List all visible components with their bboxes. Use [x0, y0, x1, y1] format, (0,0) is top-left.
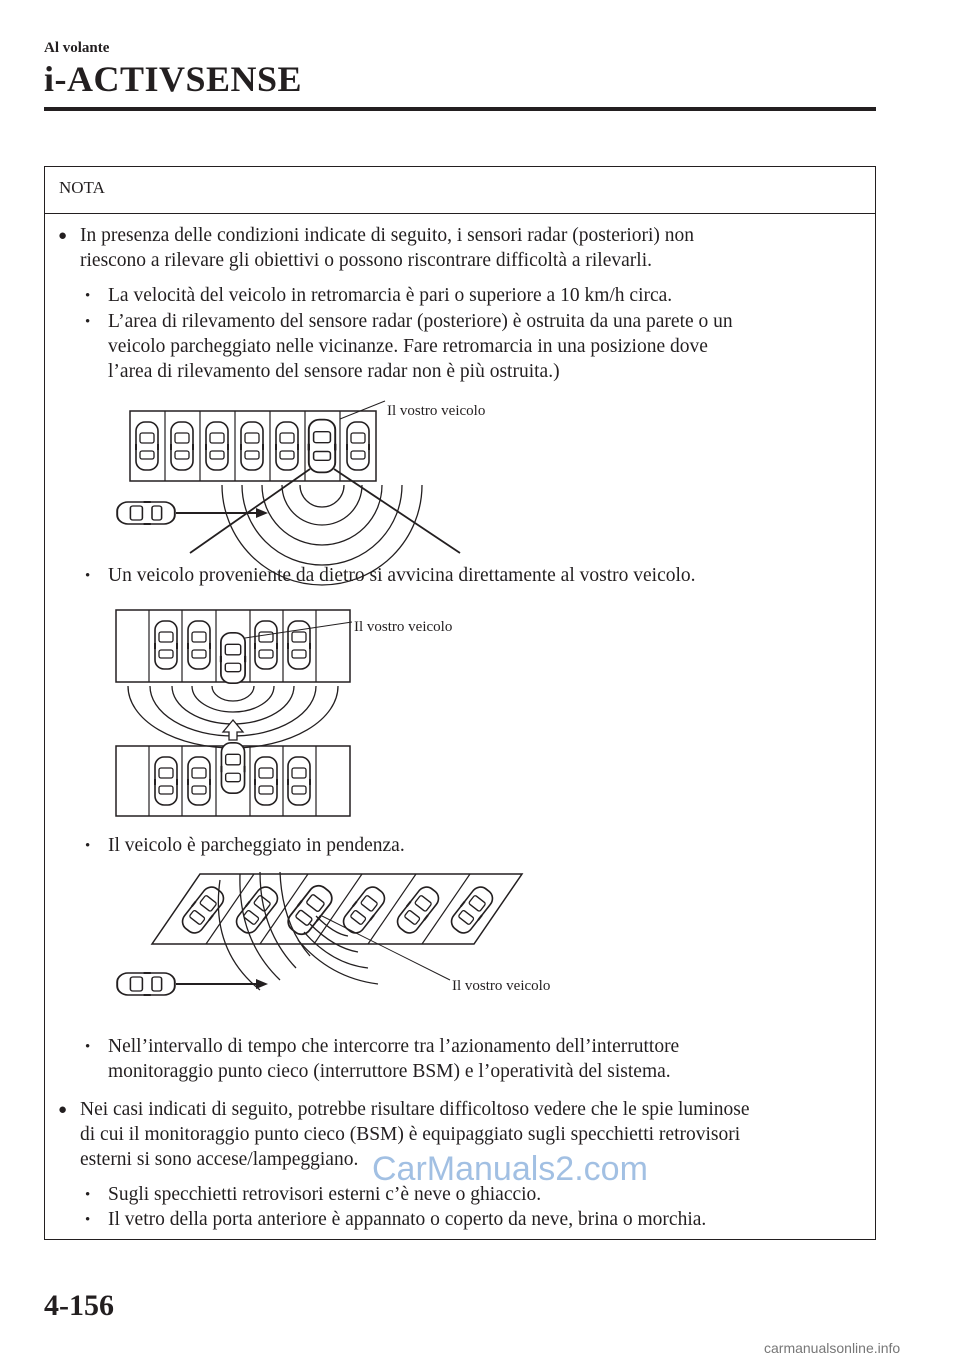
bullet1-line-2: riescono a rilevare gli obiettivi o possono riscontrare difficoltà a rilevarli. [80, 250, 652, 271]
figure-approaching-vehicle [110, 600, 510, 820]
bullet2-line-1: Nei casi indicati di seguito, potrebbe risultare difficoltoso vedere che le spie luminose [80, 1099, 750, 1120]
sub-item-bsm-switch-2: monitoraggio punto cieco (interruttore BSM) e l’operatività del sistema. [108, 1061, 671, 1082]
figure3-label: Il vostro veicolo [452, 978, 551, 994]
sub-bullet-marker: • [85, 1212, 91, 1228]
page-number: 4-156 [44, 1289, 114, 1322]
sub-bullet-marker: • [85, 314, 91, 330]
nota-title: NOTA [59, 178, 105, 197]
sub-item-obstructed-3: l’area di rilevamento del sensore radar non è più ostruita.) [108, 361, 560, 382]
sub-item-snow-ice: Sugli specchietti retrovisori esterni c’è neve o ghiaccio. [108, 1184, 542, 1205]
chapter-title: i-ACTIVSENSE [44, 59, 303, 99]
sub-item-slope: Il veicolo è parcheggiato in pendenza. [108, 835, 405, 856]
bullet-marker: ● [58, 1102, 68, 1118]
bullet2-line-2: di cui il monitoraggio punto cieco (BSM) è equipaggiato sugli specchietti retrovisori [80, 1124, 741, 1145]
watermark: CarManuals2.com [372, 1150, 648, 1188]
title-rule [44, 107, 876, 111]
nota-header [45, 167, 875, 214]
sub-item-obstructed-2: veicolo parcheggiato nelle vicinanze. Fare retromarcia in una posizione dove [108, 336, 708, 357]
sub-bullet-marker: • [85, 1187, 91, 1203]
figure-obstructed-area [110, 393, 530, 553]
sub-item-obstructed-1: L’area di rilevamento del sensore radar (posteriore) è ostruita da una parete o un [108, 311, 733, 332]
sub-item-approaching-vehicle: Un veicolo proveniente da dietro si avvicina direttamente al vostro veicolo. [108, 565, 696, 586]
section-label: Al volante [44, 40, 110, 56]
sub-bullet-marker: • [85, 568, 91, 584]
bullet2-line-3: esterni si sono accese/lampeggiano. [80, 1149, 359, 1170]
figure2-label: Il vostro veicolo [354, 619, 453, 635]
sub-bullet-marker: • [85, 288, 91, 304]
sub-item-fogged-glass: Il vetro della porta anteriore è appannato o coperto da neve, brina o morchia. [108, 1209, 707, 1230]
sub-bullet-marker: • [85, 838, 91, 854]
sub-item-speed: La velocità del veicolo in retromarcia è pari o superiore a 10 km/h circa. [108, 285, 673, 306]
footer-url: carmanualsonline.info [764, 1340, 901, 1356]
bullet1-line-1: In presenza delle condizioni indicate di seguito, i sensori radar (posteriori) non [80, 225, 695, 246]
figure1-label: Il vostro veicolo [387, 403, 486, 419]
bullet-marker: ● [58, 228, 68, 244]
figure-parked-on-slope [110, 860, 590, 1010]
sub-bullet-marker: • [85, 1039, 91, 1055]
sub-item-bsm-switch-1: Nell’intervallo di tempo che intercorre tra l’azionamento dell’interruttore [108, 1036, 680, 1057]
